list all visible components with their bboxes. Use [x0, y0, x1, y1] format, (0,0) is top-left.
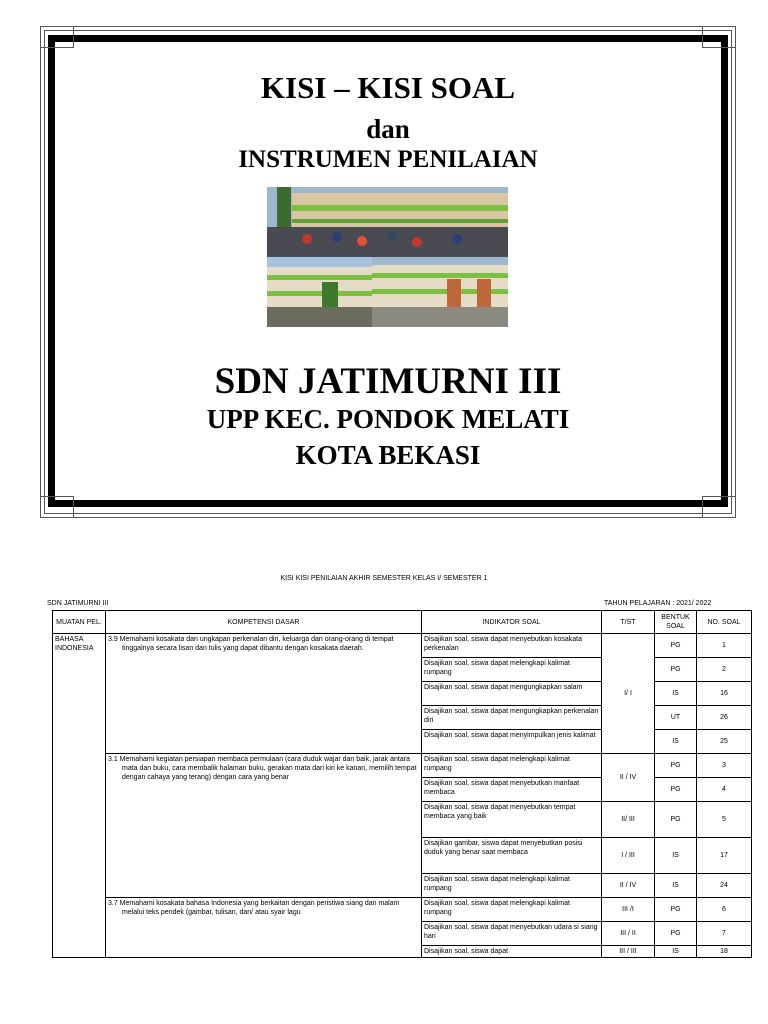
table-row	[53, 754, 752, 778]
no-cell: 24	[697, 874, 752, 898]
school-label: SDN JATIMURNI III	[47, 600, 109, 607]
no-cell: 6	[697, 898, 752, 922]
no-cell: 17	[697, 838, 752, 874]
city-name: KOTA BEKASI	[295, 440, 481, 470]
tst-cell: I/ I	[602, 634, 655, 754]
tst-cell: II / IV	[602, 754, 655, 802]
academic-year-label: TAHUN PELAJARAN : 2021/ 2022	[604, 600, 712, 607]
no-cell: 4	[697, 778, 752, 802]
bentuk-cell: PG	[655, 754, 697, 778]
indikator-cell: Disajikan soal, siswa dapat mengungkapkan perkenalan diri	[422, 706, 602, 730]
tst-cell: II/ III	[602, 802, 655, 838]
header-muatan: MUATAN PEL.	[53, 611, 106, 634]
table-header-row	[53, 611, 752, 634]
header-tst: T/ST	[602, 611, 655, 634]
bentuk-cell: IS	[655, 730, 697, 754]
no-cell: 26	[697, 706, 752, 730]
indikator-cell: Disajikan soal, siswa dapat menyebutkan udara si siang hari	[422, 922, 602, 946]
corner-ornament-bl	[40, 496, 74, 518]
document-title: KISI KISI PENILAIAN AKHIR SEMESTER KELAS I/ SEMESTER 1	[280, 575, 488, 582]
bentuk-cell: PG	[655, 922, 697, 946]
tst-cell: II / IV	[602, 874, 655, 898]
cover-subtitle: INSTRUMEN PENILAIAN	[238, 146, 538, 173]
no-cell: 16	[697, 682, 752, 706]
indikator-cell: Disajikan soal, siswa dapat melengkapi kalimat rumpang	[422, 658, 602, 682]
kisi-kisi-table	[52, 610, 752, 958]
thick-border-bottom	[48, 500, 728, 507]
bentuk-cell: PG	[655, 802, 697, 838]
bentuk-cell: IS	[655, 838, 697, 874]
table-row	[53, 898, 752, 922]
bentuk-cell: PG	[655, 634, 697, 658]
indikator-cell: Disajikan soal, siswa dapat menyebutkan tempat membaca yang baik	[422, 802, 602, 838]
header-no: NO. SOAL	[697, 611, 752, 634]
bentuk-cell: PG	[655, 898, 697, 922]
tst-cell: III /I	[602, 898, 655, 922]
corner-ornament-br	[702, 496, 736, 518]
no-cell: 25	[697, 730, 752, 754]
kd-text: 3.7 Memahami kosakata bahasa Indonesia yang berkaitan dengan peristiwa siang dan malam melalui teks pendek (gambar, tulisan, dan/ atau syair lagu	[108, 900, 400, 916]
header-kompetensi: KOMPETENSI DASAR	[106, 611, 422, 634]
no-cell: 18	[697, 946, 752, 958]
bentuk-cell: UT	[655, 706, 697, 730]
tst-cell: III / II	[602, 922, 655, 946]
bentuk-cell: IS	[655, 682, 697, 706]
bentuk-cell: PG	[655, 658, 697, 682]
district-name: UPP KEC. PONDOK MELATI	[206, 404, 570, 434]
indikator-cell: Disajikan soal, siswa dapat mengungkapkan salam	[422, 682, 602, 706]
corner-ornament-tl	[40, 26, 74, 48]
no-cell: 2	[697, 658, 752, 682]
school-name: SDN JATIMURNI III	[214, 361, 562, 402]
indikator-cell: Disajikan soal, siswa dapat melengkapi kalimat rumpang	[422, 754, 602, 778]
school-photo	[267, 187, 508, 327]
no-cell: 1	[697, 634, 752, 658]
indikator-cell: Disajikan soal, siswa dapat menyebutkan manfaat membaca	[422, 778, 602, 802]
indikator-cell: Disajikan soal, siswa dapat menyebutkan kosakata perkenalan	[422, 634, 602, 658]
corner-ornament-tr	[702, 26, 736, 48]
kd-cell	[106, 634, 422, 754]
cover-title-dan: dan	[366, 114, 410, 144]
kd-text: 3.9 Memahami kosakata dan ungkapan perkenalan diri, keluarga dan orang-orang di tempat tinggalnya secara lisan dan tulis yang dapat dibantu dengan kosakata daerah.	[108, 636, 394, 652]
thick-border-top	[48, 35, 728, 42]
no-cell: 3	[697, 754, 752, 778]
indikator-cell: Disajikan soal, siswa dapat melengkapi kalimat rumpang	[422, 898, 602, 922]
bentuk-cell: PG	[655, 778, 697, 802]
indikator-cell: Disajikan soal, siswa dapat melengkapi kalimat rumpang	[422, 874, 602, 898]
header-bentuk: BENTUK SOAL	[655, 611, 697, 634]
indikator-cell: Disajikan soal, siswa dapat	[422, 946, 602, 958]
no-cell: 7	[697, 922, 752, 946]
table-row	[53, 634, 752, 658]
tst-cell: I / III	[602, 838, 655, 874]
indikator-cell: Disajikan soal, siswa dapat menyimpulkan jenis kalimat	[422, 730, 602, 754]
cover-title: KISI – KISI SOAL	[260, 70, 516, 105]
tst-cell: III / III	[602, 946, 655, 958]
kd-text: 3.1 Memahami kegiatan persiapan membaca permulaan (cara duduk wajar dan baik, jarak antara mata dan buku, cara membalik halaman buku, gerakan mata dari kiri ke kanan, memilih tempat dengan cahaya yang terang) dengan cara yang benar	[108, 756, 417, 781]
bentuk-cell: IS	[655, 874, 697, 898]
kd-cell	[106, 754, 422, 898]
no-cell: 5	[697, 802, 752, 838]
subject-cell: BAHASA INDONESIA	[53, 634, 106, 958]
kd-cell	[106, 898, 422, 958]
indikator-cell: Disajikan gambar, siswa dapat menyebutkan posisi duduk yang benar saat membaca	[422, 838, 602, 874]
header-indikator: INDIKATOR SOAL	[422, 611, 602, 634]
bentuk-cell: IS	[655, 946, 697, 958]
